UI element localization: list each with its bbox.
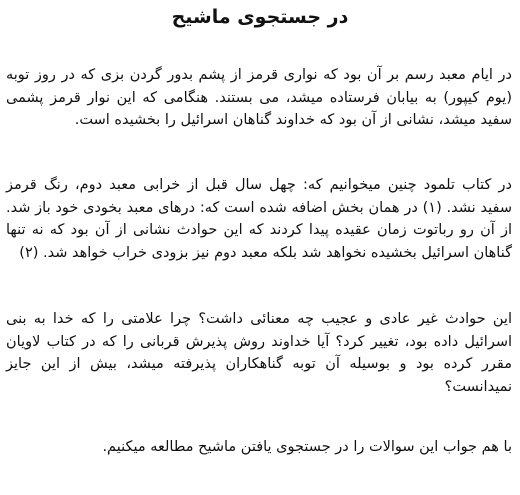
paragraph-4 <box>6 436 512 459</box>
paragraph-1 <box>6 64 512 132</box>
paragraph-2 <box>6 174 512 264</box>
paragraph-3 <box>6 308 512 398</box>
paragraph-1-text: در ایام معبد رسم بر آن بود که نواری قرمز از پشم بدور گردن بزی که در روز توبه (یوم کیپور) به بیابان فرستاده میشد، می بستند. هنگامی که این نوار قرمز پشمی سفید میشد، نشانی از آن بود که خداوند گناهان اسرائیل را بخشیده است. <box>6 67 512 128</box>
paragraph-4-text: با هم جواب این سوالات را در جستجوی یافتن ماشیح مطالعه میکنیم. <box>102 439 512 455</box>
paragraph-3-text: این حوادث غیر عادی و عجیب چه معنائی داشت؟ چرا علامتی را که خدا به بنی اسرائیل داده بود، تغییر کرد؟ آیا خداوند روش پذیرش قربانی را که در کتاب لاویان مقرر کرده بود و بوسیله آن توبه گناهکاران پذیرفته میشد، بیش از این جایز نمیدانست؟ <box>6 311 512 395</box>
page-title: در جستجوی ماشیح <box>171 6 349 28</box>
paragraph-2-text: در کتاب تلمود چنین میخوانیم که: چهل سال قبل از خرابی معبد دوم، رنگ قرمز سفید نشد. (۱) در همان بخش اضافه شده است که: درهای معبد بخودی خود باز شد. از آن رو رباتوت زمان عقیده پیدا کردند که این حوادث نشانی از آن بود که نه تنها گناهان اسرائیل بخشیده نخواهد شد بلکه معبد دوم نیز بزودی خراب خواهد شد. (۲) <box>6 177 512 261</box>
